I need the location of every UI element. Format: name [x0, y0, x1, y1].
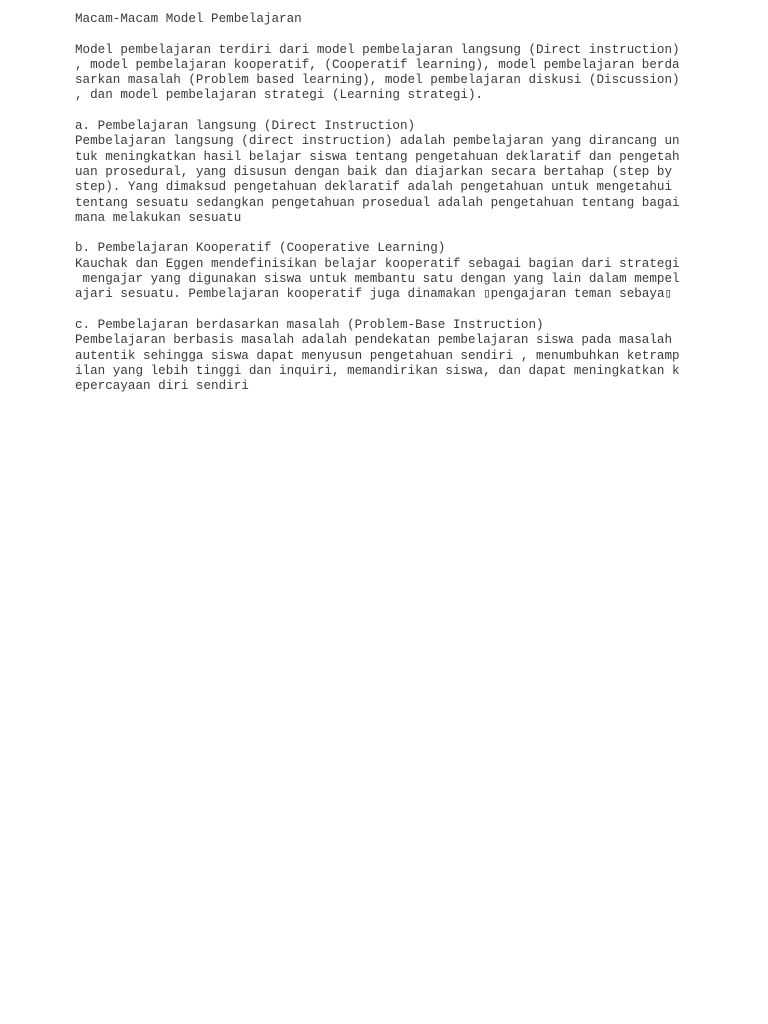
section-heading: b. Pembelajaran Kooperatif (Cooperative Learning): [75, 241, 446, 256]
section-line: uan prosedural, yang disusun dengan baik dan diajarkan secara bertahap (step by: [75, 164, 673, 179]
section-problem-based: [75, 318, 715, 394]
section-line: Kauchak dan Eggen mendefinisikan belajar kooperatif sebagai bagian dari strategi: [75, 256, 680, 271]
spacer: [75, 226, 715, 241]
spacer: [75, 303, 715, 318]
document-title: Macam-Macam Model Pembelajaran: [75, 12, 302, 26]
spacer: [75, 27, 715, 42]
section-direct-instruction: [75, 119, 715, 226]
section-line: tentang sesuatu sedangkan pengetahuan prosedual adalah pengetahuan tentang bagai: [75, 195, 680, 210]
section-line: mana melakukan sesuatu: [75, 210, 242, 225]
section-line: tuk meningkatkan hasil belajar siswa tentang pengetahuan deklaratif dan pengetah: [75, 149, 680, 164]
intro-line: sarkan masalah (Problem based learning), model pembelajaran diskusi (Discussion): [75, 73, 680, 88]
section-line: mengajar yang digunakan siswa untuk membantu satu dengan yang lain dalam mempel: [75, 272, 680, 287]
intro-line: , dan model pembelajaran strategi (Learning strategi).: [75, 88, 484, 103]
intro-line: , model pembelajaran kooperatif, (Cooperatif learning), model pembelajaran berda: [75, 57, 680, 72]
section-line: ajari sesuatu. Pembelajaran kooperatif juga dinamakan ▯pengajaran teman sebaya▯: [75, 287, 673, 302]
document-page: [75, 12, 715, 394]
section-line: Pembelajaran berbasis masalah adalah pendekatan pembelajaran siswa pada masalah: [75, 333, 673, 348]
section-line: autentik sehingga siswa dapat menyusun pengetahuan sendiri , menumbuhkan ketramp: [75, 348, 680, 363]
section-line: Pembelajaran langsung (direct instruction) adalah pembelajaran yang dirancang un: [75, 134, 680, 149]
intro-line: Model pembelajaran terdiri dari model pembelajaran langsung (Direct instruction): [75, 42, 680, 57]
intro-paragraph: [75, 43, 715, 104]
section-cooperative-learning: [75, 241, 715, 302]
spacer: [75, 104, 715, 119]
section-line: epercayaan diri sendiri: [75, 379, 249, 394]
section-heading: c. Pembelajaran berdasarkan masalah (Problem-Base Instruction): [75, 317, 544, 332]
section-line: step). Yang dimaksud pengetahuan deklaratif adalah pengetahuan untuk mengetahui: [75, 180, 673, 195]
section-heading: a. Pembelajaran langsung (Direct Instruction): [75, 119, 416, 134]
section-line: ilan yang lebih tinggi dan inquiri, memandirikan siswa, dan dapat meningkatkan k: [75, 363, 680, 378]
